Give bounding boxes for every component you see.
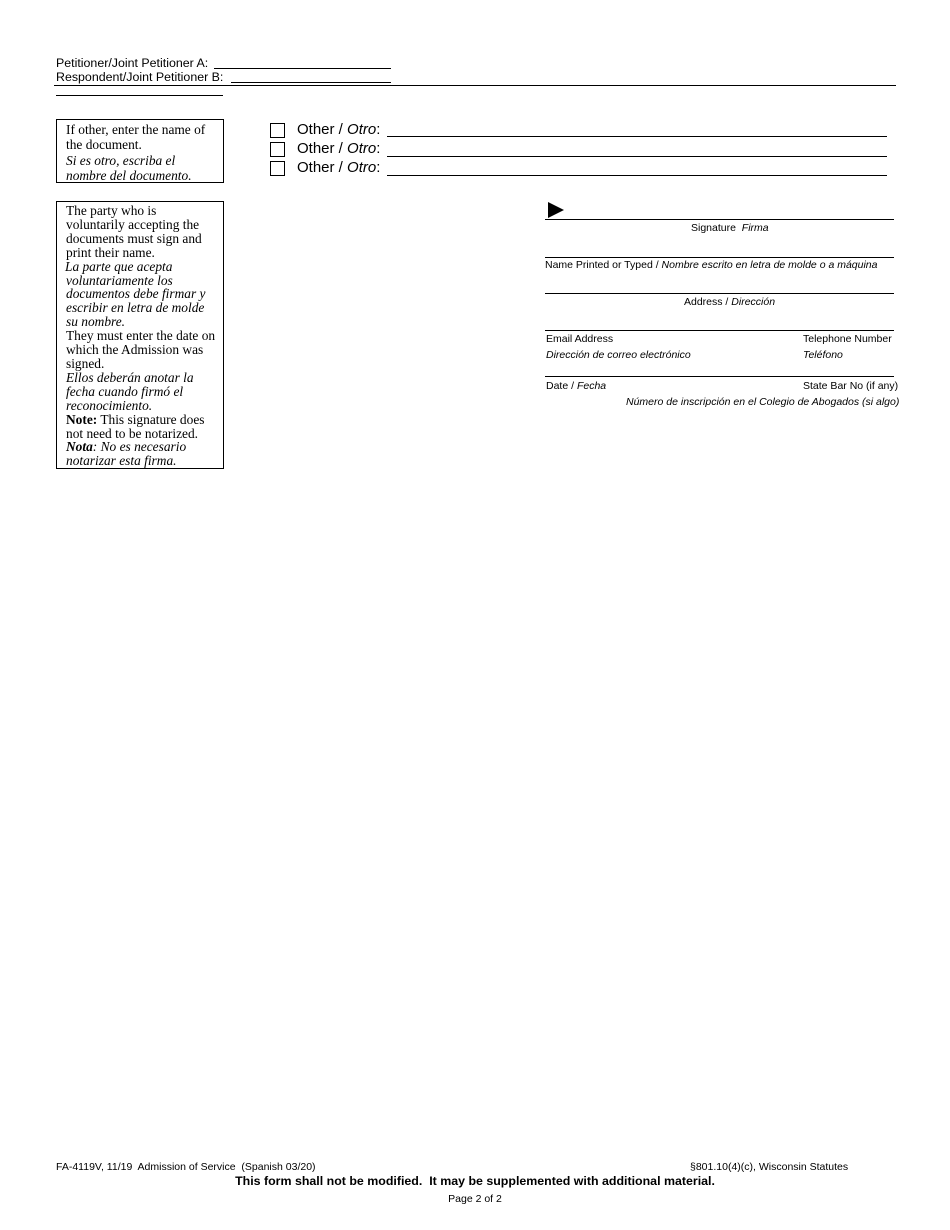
other-label-1 [297,121,380,138]
date-label [546,380,606,392]
other-label-es: Otro [347,140,377,157]
instr-es1-line: La parte que acepta [65,258,173,274]
bar-number-label-en: State Bar No (if any) [803,380,899,392]
other-field-2[interactable] [387,156,887,157]
email-phone-field[interactable] [545,330,894,331]
statute-reference: §801.10(4)(c), Wisconsin Statutes [690,1161,849,1173]
instr-es2-line: reconocimiento. [66,397,153,413]
page-number: Page 2 of 2 [448,1193,502,1205]
instr-es1-line: documentos debe firmar y [66,286,206,302]
other-label-sep: / [334,159,348,176]
nota-text: : No es necesario [92,439,187,455]
instr-nota-line-2: notarizar esta firma. [66,453,177,469]
date-bar-field[interactable] [545,376,894,377]
date-label-es: Fecha [576,380,607,392]
other-label-es: Otro [347,159,377,176]
respondent-label: Respondent/Joint Petitioner B: [56,70,224,84]
other-label-sep: / [334,140,348,157]
phone-label-es: Teléfono [803,349,843,361]
nota-label: Nota [66,439,93,455]
other-label-en: Other [297,121,335,138]
signature-label-es: Firma [741,222,769,234]
other-box-en-line-1: If other, enter the name of [66,122,206,137]
other-label-colon: : [376,121,381,138]
note-label: Note: [66,411,98,427]
other-label-colon: : [376,140,381,157]
respondent-field[interactable] [231,82,391,83]
address-label [684,296,775,308]
signature-label-en: Signature [691,222,736,234]
modification-notice: This form shall not be modified. It may be supplemented with additional material. [235,1174,715,1188]
instr-nota-line-1 [66,440,223,454]
instr-es1-line: escribir en letra de molde [66,300,205,316]
instr-en1-line: print their name. [66,244,155,260]
petitioner-field[interactable] [214,68,391,69]
address-label-es: Dirección [731,296,776,308]
instr-en1-line: documents must sign and [66,230,202,246]
bar-number-label-es: Número de inscripción en el Colegio de Abogados (si algo) [626,396,900,408]
other-box-es-line-2: nombre del documento. [66,168,192,184]
instr-note-line-2: not need to be notarized. [66,425,198,441]
other-label-2 [297,140,380,157]
instr-es1-line: voluntariamente los [66,272,173,288]
instr-en2-line: They must enter the date on [66,328,216,344]
other-field-1[interactable] [387,136,887,137]
other-label-en: Other [297,140,335,157]
instr-es2-line: Ellos deberán anotar la [66,369,194,385]
other-label-es: Otro [347,121,377,138]
instr-note-line-1 [66,413,223,427]
note-text: This signature does [97,411,205,427]
instr-es1-line: su nombre. [66,314,126,330]
address-field[interactable] [545,293,894,294]
signature-label [691,222,769,234]
instr-en1-line: voluntarily accepting the [66,216,200,232]
email-label-es: Dirección de correo electrónico [546,349,691,361]
other-label-colon: : [376,159,381,176]
form-id: FA-4119V, 11/19 Admission of Service (Spanish 03/20) [56,1161,316,1173]
date-label-en: Date / [546,380,577,392]
printed-name-field[interactable] [545,257,894,258]
other-instruction-box [56,119,224,183]
phone-label-en: Telephone Number [803,333,892,345]
header-rule [54,85,896,86]
printed-name-label [545,259,877,271]
other-checkbox-3[interactable] [270,161,285,176]
other-label-sep: / [334,121,348,138]
other-field-3[interactable] [387,175,887,176]
address-label-en: Address / [684,296,732,308]
case-number-field[interactable] [56,95,223,96]
signature-arrow-icon [548,202,564,218]
printed-name-label-es: Nombre escrito en letra de molde o a máquina [661,259,878,271]
instr-en2-line: which the Admission was [66,342,204,358]
signature-instruction-box [56,201,224,469]
instr-en2-line: signed. [66,355,105,371]
other-label-en: Other [297,159,335,176]
other-checkbox-2[interactable] [270,142,285,157]
other-box-en-line-2: the document. [66,137,142,153]
instr-es2-line: fecha cuando firmó el [66,383,184,399]
printed-name-label-en: Name Printed or Typed / [545,259,662,271]
signature-field[interactable] [545,219,894,220]
instr-en1-line: The party who is [66,203,157,218]
other-label-3 [297,159,380,176]
other-box-es-line-1: Si es otro, escriba el [66,152,176,168]
other-checkbox-1[interactable] [270,123,285,138]
email-label-en: Email Address [546,333,614,345]
petitioner-label: Petitioner/Joint Petitioner A: [56,56,209,70]
